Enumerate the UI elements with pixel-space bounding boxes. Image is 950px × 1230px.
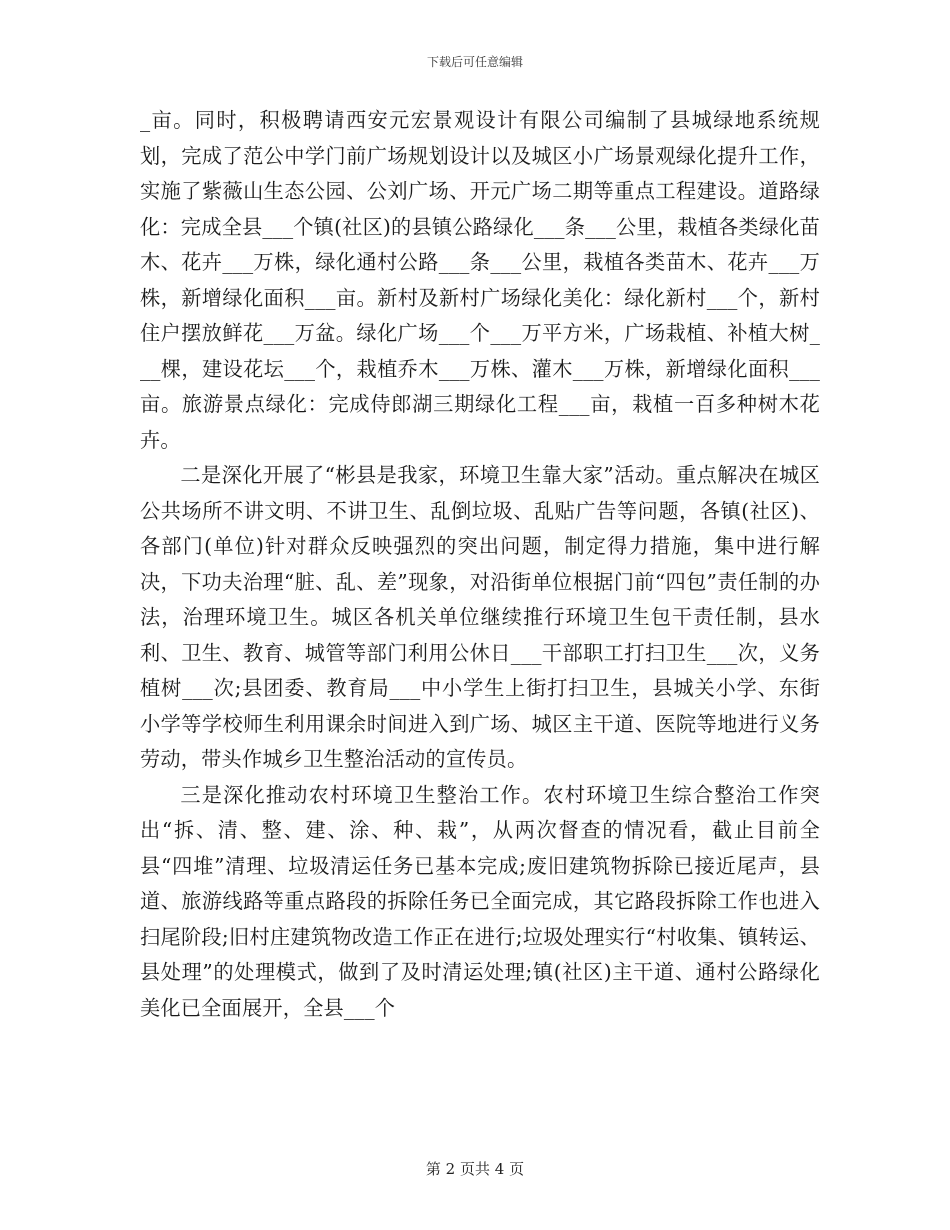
paragraph-rural-sanitation: 三是深化推动农村环境卫生整治工作。农村环境卫生综合整治工作突出“拆、清、整、建、涂、种、栽”，从两次督查的情况看，截止目前全县“四堆”清理、垃圾清运任务已基本完成;废旧建筑物拆除已接近尾声，县道、旅游线路等重点路段的拆除任务已全面完成，其它路段拆除工作也进入扫尾阶段;旧村庄建筑物改造工作正在进行;垃圾处理实行“村收集、镇转运、县处理”的处理模式，做到了及时清运处理;镇(社区)主干道、通村公路绿化美化已全面展开，全县___个 <box>140 782 820 1020</box>
page-header: 下载后可任意编辑 <box>426 55 523 69</box>
paragraph-greening: _亩。同时，积极聘请西安元宏景观设计有限公司编制了县城绿地系统规划，完成了范公中学门前广场规划设计以及城区小广场景观绿化提升工作，实施了紫薇山生态公园、公刘广场、开元广场二期等重点工程建设。道路绿化：完成全县___个镇(社区)的县镇公路绿化___条___公里，栽植各类绿化苗木、花卉___万株，绿化通村公路___条___公里，栽植各类苗木、花卉___万株，新增绿化面积___亩。新村及新村广场绿化美化：绿化新村___个，新村住户摆放鲜花___万盆。绿化广场___个___万平方米，广场栽植、补植大树___棵，建设花坛___个，栽植乔木___万株、灌木___万株，新增绿化面积___亩。旅游景点绿化：完成侍郎湖三期绿化工程___亩，栽植一百多种树木花卉。 <box>140 108 820 452</box>
page-footer: 第 2 页共 4 页 <box>425 1160 525 1178</box>
paragraph-campaign: 二是深化开展了“彬县是我家，环境卫生靠大家”活动。重点解决在城区公共场所不讲文明、不讲卫生、乱倒垃圾、乱贴广告等问题，各镇(社区)、各部门(单位)针对群众反映强烈的突出问题，制定得力措施，集中进行解决，下功夫治理“脏、乱、差”现象，对沿街单位根据门前“四包”责任制的办法，治理环境卫生。城区各机关单位继续推行环境卫生包干责任制，县水利、卫生、教育、城管等部门利用公休日___干部职工打扫卫生___次，义务植树___次;县团委、教育局___中小学生上街打扫卫生，县城关小学、东街小学等学校师生利用课余时间进入到广场、城区主干道、医院等地进行义务劳动，带头作城乡卫生整治活动的宣传员。 <box>140 463 820 771</box>
document-body <box>140 103 820 1026</box>
